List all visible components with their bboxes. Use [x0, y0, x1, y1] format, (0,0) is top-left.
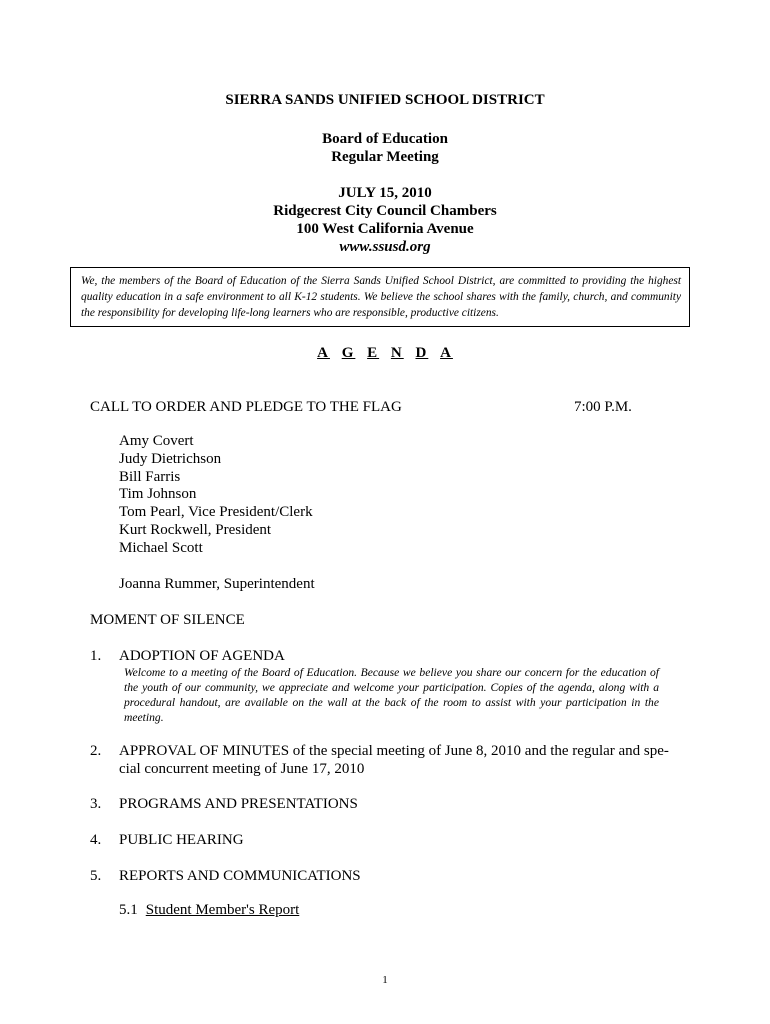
board-member: Bill Farris [119, 468, 181, 485]
mission-statement: We, the members of the Board of Education of the Sierra Sands Unified School District, are committed to providing the highest quality education in a safe environment to all K-12 students. We believe the school shares with the family, church, and community the responsibility for developing life-long learners who are responsible, productive citizens. [70, 267, 690, 327]
agenda-letter: A [440, 345, 453, 361]
agenda-letter: D [415, 345, 429, 361]
meeting-location: Ridgecrest City Council Chambers [273, 203, 497, 219]
item-number: 2. [90, 743, 102, 759]
item-title: REPORTS AND COMMUNICATIONS [119, 868, 361, 884]
meeting-details [0, 184, 770, 256]
item-number: 3. [90, 796, 102, 812]
item-number: 1. [90, 648, 102, 664]
call-to-order: CALL TO ORDER AND PLEDGE TO THE FLAG [90, 399, 402, 415]
welcome-note: Welcome to a meeting of the Board of Education. Because we believe you share our concern for the education of the youth of our community, we appreciate and welcome your participation. Copies of the agenda, along with a procedural handout, are available on the wall at the back of the room to assist with your participation in the meeting. [124, 666, 659, 724]
district-name: SIERRA SANDS UNIFIED SCHOOL DISTRICT [225, 92, 545, 108]
item-title: APPROVAL OF MINUTES of the special meeting of June 8, 2010 and the regular and spe-cial concurrent meeting of June 17, 2010 [119, 743, 669, 777]
board-name: Board of Education [322, 131, 448, 147]
item-number: 4. [90, 832, 102, 848]
superintendent: Joanna Rummer, Superintendent [119, 576, 315, 592]
item-title: PUBLIC HEARING [119, 832, 244, 848]
agenda-letter: A [317, 345, 330, 361]
website-link[interactable]: www.ssusd.org [339, 239, 431, 255]
meeting-date: JULY 15, 2010 [338, 185, 432, 201]
board-member-list [119, 433, 313, 558]
board-member: Kurt Rockwell, President [119, 521, 272, 538]
agenda-letter: N [390, 345, 404, 361]
item-number: 5. [90, 868, 102, 884]
meeting-heading [0, 130, 770, 166]
board-member: Tim Johnson [119, 486, 197, 503]
subitem-title: Student Member's Report [145, 902, 300, 918]
agenda-letter: E [367, 345, 380, 361]
board-member: Judy Dietrichson [119, 450, 222, 467]
agenda-title [0, 345, 770, 362]
item-title: PROGRAMS AND PRESENTATIONS [119, 796, 358, 812]
board-member: Tom Pearl, Vice President/Clerk [119, 504, 313, 521]
subitem-number: 5.1 [119, 902, 138, 918]
board-member: Amy Covert [119, 433, 194, 449]
agenda-letter: G [341, 345, 356, 361]
call-to-order-time: 7:00 P.M. [574, 399, 632, 415]
page-number: 1 [382, 974, 388, 986]
agenda-subitem-5-1 [119, 902, 299, 919]
meeting-address: 100 West California Avenue [296, 221, 474, 237]
meeting-type: Regular Meeting [331, 149, 439, 165]
board-member: Michael Scott [119, 539, 203, 556]
moment-of-silence: MOMENT OF SILENCE [90, 612, 245, 628]
item-title: ADOPTION OF AGENDA [119, 648, 285, 664]
